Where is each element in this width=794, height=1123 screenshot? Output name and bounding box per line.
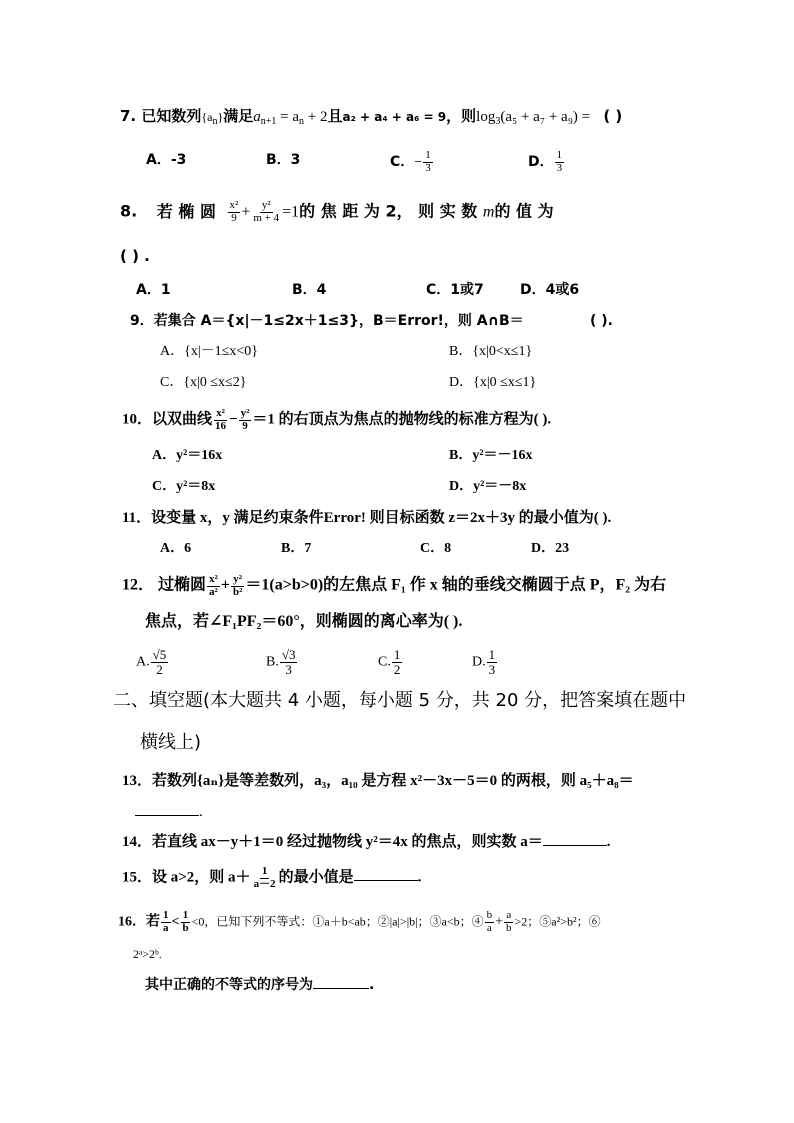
q11-option-a: A．6 (160, 541, 192, 556)
question-12 (122, 574, 666, 598)
q7-seq-sub: n (212, 116, 218, 127)
q16-f2-num: 1 (182, 909, 189, 921)
q16-fraction-3 (485, 910, 495, 934)
q8-number: 8. (120, 201, 138, 221)
q12-option-c-fraction (392, 648, 403, 676)
question-16 (118, 910, 601, 934)
section-2-title: 二、填空题(本大题共 4 小题，每小题 5 分，共 20 分，把答案填在题中 (113, 690, 687, 711)
q7-option-c-sign: − (414, 155, 423, 171)
q7-seq: {a (201, 110, 213, 124)
q8-fy-den: m + 4 (253, 211, 280, 224)
q15-f-num: 1 (261, 865, 268, 877)
q16-end: . (369, 977, 375, 993)
q12-option-c-num: 1 (393, 647, 401, 662)
q13-answer-blank[interactable] (135, 814, 199, 816)
q8-fraction-x (228, 200, 241, 224)
q15-text: 15．设 a>2，则 a＋ (122, 869, 251, 886)
section-2-title-cont: 横线上) (140, 732, 202, 753)
q10-option-b: B．y²＝－16x (449, 448, 533, 463)
q12-fy-num: y² (233, 573, 243, 585)
q14-answer-blank[interactable] (543, 844, 607, 846)
q7-option-d-fraction (555, 150, 565, 174)
q10-fraction-y (239, 408, 252, 432)
q7-option-c-fraction (423, 150, 433, 174)
q9-answer-paren: ( ). (590, 313, 613, 329)
q9-option-d: D．{x|0 ≤x≤1} (449, 375, 537, 390)
q12-fraction-y (231, 574, 244, 598)
q12-option-a (136, 648, 169, 676)
q16-f4-den: b (506, 921, 512, 934)
q10-fx-num: x² (216, 407, 225, 419)
q10-option-c: C．y²＝8x (152, 479, 216, 494)
q12-text: 12． 过椭圆 (122, 576, 207, 594)
q10-text: 10．以双曲线 (122, 411, 213, 428)
q12-option-d-label: D. (472, 654, 486, 670)
question-13: 13．若数列{aₙ}是等差数列，a₃，a₁₀ 是方程 x²－3x－5＝0 的两根，则 a₅＋a₈＝ (122, 773, 634, 789)
q12-option-d-den: 3 (488, 661, 496, 677)
q13-end: . (199, 804, 203, 820)
q12-option-a-num: √5 (152, 647, 167, 662)
q8-answer-paren: ( ) . (120, 247, 150, 265)
q16-f3-den: a (486, 921, 492, 934)
q12-option-b (266, 648, 298, 676)
q16-answer-blank[interactable] (313, 987, 369, 989)
q12-fx-num: x² (209, 573, 218, 585)
q16-text3: 其中正确的不等式的序号为 (145, 977, 313, 993)
q9-option-c: C．{x|0 ≤x≤2} (160, 375, 247, 390)
q11-option-c: C．8 (420, 541, 452, 556)
q7-log: log (476, 109, 496, 125)
q12-option-b-den: 3 (285, 661, 292, 677)
q8-option-c: C．1或7 (426, 282, 484, 298)
q7-rec-eq: = a (280, 109, 300, 125)
q9-text: 9．若集合 A＝{x|－1≤2x＋1≤3}，B＝Error!，则 A∩B＝ (130, 313, 524, 329)
q7-option-a: A．-3 (146, 152, 187, 168)
question-15 (122, 866, 421, 890)
q16-text-post: >2；⑤a²>b²；⑥ (514, 914, 601, 929)
q7-text4: ，则 (446, 107, 477, 125)
q7-log-base: 3 (495, 116, 501, 127)
q7-option-c (390, 150, 434, 174)
q12-fx-den: a² (209, 585, 218, 598)
q7-option-d-den: 3 (556, 161, 563, 174)
q14-text: 14．若直线 ax－y＋1＝0 经过抛物线 y²＝4x 的焦点，则实数 a＝ (122, 834, 543, 850)
q8-text3: 的 值 为 (494, 201, 554, 221)
q7-rec-sub2: n (299, 116, 305, 127)
question-8 (120, 200, 554, 224)
q7-rec-sub1: n+1 (260, 116, 277, 127)
q12-option-c-den: 2 (393, 661, 401, 677)
q7-log-arg: (a₅ + a₇ + a₉) = (500, 109, 591, 125)
q7-number: 7. (120, 107, 137, 125)
q8-plus: + (241, 203, 251, 221)
q7-sum: a₂ + a₄ + a₆ = 9 (342, 110, 447, 124)
q11-option-b: B．7 (281, 541, 312, 556)
q12-option-c (378, 648, 403, 676)
q15-text-post: 的最小值是 (278, 869, 354, 886)
q16-line2: 2ᵃ>2ᵇ. (133, 947, 162, 961)
q7-text: 已知数列 (141, 107, 202, 125)
q10-option-d: D．y²＝－8x (449, 479, 527, 494)
q10-fx-den: 16 (215, 419, 227, 432)
q16-f1-num: 1 (163, 909, 169, 921)
question-9 (130, 311, 524, 331)
q8-fraction-y (251, 200, 281, 224)
q9-option-b: B．{x|0<x≤1} (449, 344, 533, 359)
q12-fy-den: b² (232, 585, 243, 598)
q12-option-a-den: 2 (156, 661, 163, 677)
q10-fraction-x (213, 408, 228, 432)
q10-fy-den: 9 (242, 419, 248, 432)
q7-option-c-den: 3 (425, 161, 431, 174)
q12-line2: 焦点，若∠F₁PF₂＝60°，则椭圆的离心率为( ). (145, 613, 463, 630)
question-10 (122, 408, 551, 432)
question-7 (120, 106, 622, 132)
q7-option-c-label: C． (390, 154, 415, 171)
q7-rec-rest: + 2 (307, 109, 328, 125)
q8-text1: 若 椭 圆 (156, 201, 216, 221)
q8-fy-num: y² (261, 199, 271, 211)
question-11: 11．设变量 x，y 满足约束条件Error! 则目标函数 z＝2x＋3y 的最小值为( ). (122, 510, 612, 526)
q12-option-c-label: C. (378, 654, 391, 670)
q7-answer-paren: ( ) (603, 107, 623, 125)
q12-option-a-label: A. (136, 654, 150, 670)
q10-fy-num: y² (240, 407, 250, 419)
q12-fraction-x (207, 574, 220, 598)
q16-line3 (145, 975, 374, 995)
q8-var: m (482, 203, 495, 221)
q11-option-d: D．23 (531, 541, 570, 556)
q15-f-den: a－2 (253, 877, 276, 890)
q8-option-b: B．4 (292, 282, 327, 298)
q7-option-b: B．3 (266, 152, 301, 168)
q16-f3-num: b (486, 909, 493, 921)
q8-option-d: D．4或6 (520, 282, 580, 298)
q7-rec-a: a (253, 109, 261, 125)
q9-option-a: A．{x|－1≤x<0} (160, 344, 258, 359)
q16-text-mid: <0，已知下列不等式：①a＋b<ab；②|a|>|b|；③a<b；④ (191, 914, 484, 929)
q12-option-b-label: B. (266, 654, 279, 670)
q12-option-d (472, 648, 498, 676)
q14-end: . (606, 834, 611, 850)
q7-text2: 满足 (223, 107, 254, 125)
q16-f2-den: b (182, 921, 189, 934)
q8-text2: 的 焦 距 为 2， 则 实 数 (299, 201, 478, 221)
q12-option-b-fraction (280, 648, 298, 676)
q7-option-d (528, 150, 565, 174)
q13-line2 (135, 802, 203, 822)
q10-text-rest: ＝1 的右顶点为焦点的抛物线的标准方程为( ). (252, 411, 552, 428)
q16-fraction-1 (161, 910, 171, 934)
q12-plus: + (220, 576, 230, 594)
q16-f4-num: a (506, 909, 512, 921)
q8-option-a: A．1 (136, 282, 171, 298)
q16-fraction-2 (180, 910, 190, 934)
q16-lt: < (171, 914, 180, 930)
q10-option-a: A．y²＝16x (152, 448, 223, 463)
q15-fraction (252, 866, 278, 890)
q16-fraction-4 (504, 910, 514, 934)
q10-minus: − (229, 411, 238, 428)
q15-end: . (417, 869, 422, 886)
q7-option-d-num: 1 (556, 149, 563, 161)
q8-fx-den: 9 (231, 211, 237, 224)
q12-option-b-num: √3 (281, 647, 296, 662)
q12-text-rest: ＝1(a>b>0)的左焦点 F₁ 作 x 轴的垂线交椭圆于点 P，F₂ 为右 (245, 576, 667, 594)
q7-option-d-label: D． (528, 154, 554, 171)
question-14 (122, 832, 611, 852)
q7-seq-close: } (217, 110, 224, 124)
q8-eq: =1 (282, 203, 300, 221)
q7-text3: 且 (327, 107, 343, 125)
q16-plus: + (495, 914, 504, 930)
q16-text: 16．若 (118, 914, 160, 930)
q15-answer-blank[interactable] (354, 879, 418, 881)
q8-fx-num: x² (229, 199, 239, 211)
q12-option-d-fraction (487, 648, 498, 676)
q7-option-c-num: 1 (425, 149, 431, 161)
q12-option-d-num: 1 (488, 647, 496, 662)
q12-option-a-fraction (151, 648, 169, 676)
q16-f1-den: a (163, 921, 169, 934)
